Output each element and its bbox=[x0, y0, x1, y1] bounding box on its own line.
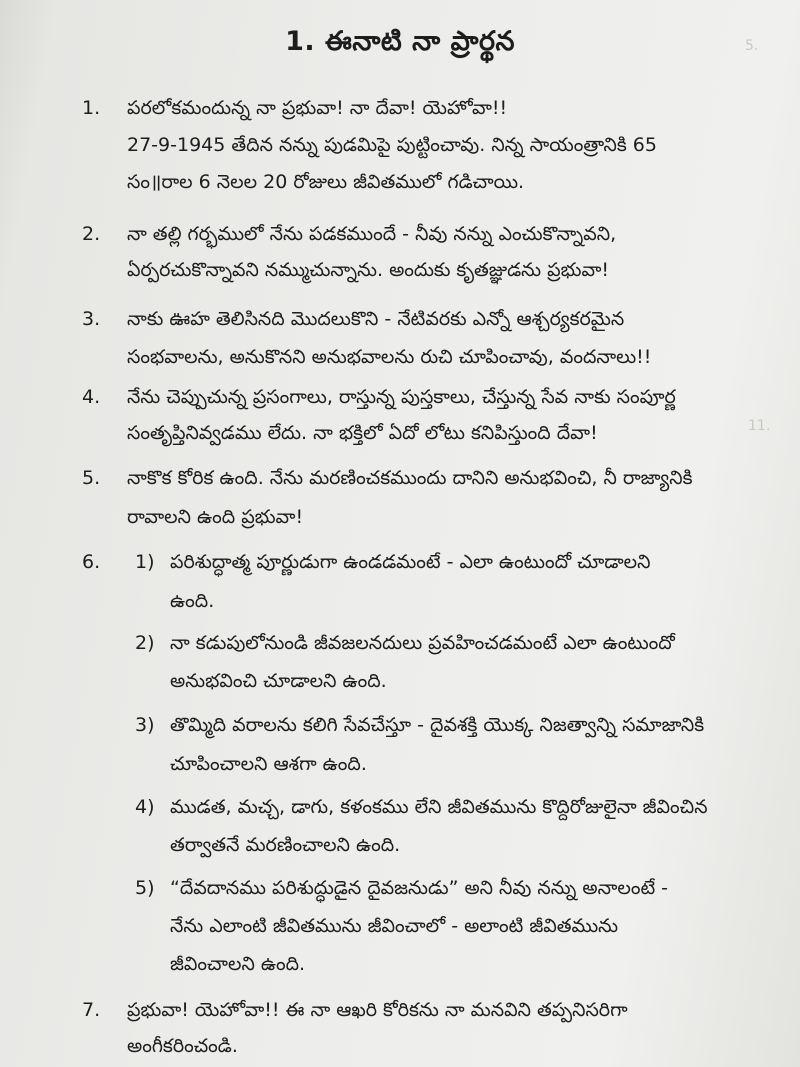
item-number: 2. bbox=[82, 223, 101, 245]
item-number: 3. bbox=[82, 308, 101, 330]
item-number: 7. bbox=[82, 999, 101, 1021]
subitem-text-line: అనుభవించి చూడాలని ఉంది. bbox=[170, 670, 387, 692]
item-number: 4. bbox=[82, 386, 101, 408]
subitem-text-line: తర్వాతనే మరణించాలని ఉంది. bbox=[170, 834, 401, 856]
subitem-number: 2) bbox=[135, 632, 155, 654]
item-text-line: రావాలని ఉంది ప్రభువా! bbox=[127, 506, 304, 528]
item-text-line: నా తల్లి గర్భములో నేను పడకముందే - నీవు నన్ను ఎంచుకొన్నావని, bbox=[127, 223, 617, 245]
subitem-text-line: నేను ఎలాంటి జీవితమును జీవించాలో - అలాంటి జీవితమును bbox=[170, 915, 619, 937]
subitem-number: 4) bbox=[135, 796, 155, 818]
subitem-text-line: ముడత, మచ్చ, డాగు, కళంకము లేని జీవితమును కొద్దిరోజులైనా జీవించిన bbox=[170, 796, 708, 818]
item-text-line: ప్రభువా! యెహోవా!! ఈ నా ఆఖరి కోరికను నా మనవిని తప్పనిసరిగా bbox=[127, 999, 628, 1021]
item-text-line: నేను చెప్పుచున్న ప్రసంగాలు, రాస్తున్న పుస్తకాలు, చేస్తున్న సేవ నాకు సంపూర్ణ bbox=[127, 386, 676, 408]
item-text-line: సం॥రాల 6 నెలల 20 రోజులు జీవితములో గడిచాయి. bbox=[127, 171, 525, 193]
item-text-line: నాకు ఊహ తెలిసినది మొదలుకొని - నేటివరకు ఎన్నో ఆశ్చర్యకరమైన bbox=[127, 308, 625, 330]
bleed-through-mark: 5. bbox=[745, 38, 759, 54]
subitem-text-line: ఉంది. bbox=[170, 590, 215, 612]
item-number: 5. bbox=[82, 467, 101, 489]
bleed-through-mark: 11. bbox=[748, 418, 771, 434]
subitem-number: 1) bbox=[135, 551, 155, 573]
item-text-line: సంతృప్తినివ్వడము లేదు. నా భక్తిలో ఏదో లోటు కనిపిస్తుంది దేవా! bbox=[127, 422, 598, 444]
item-text-line: ఏర్పరచుకొన్నావని నమ్ముచున్నాను. అందుకు కృతజ్ఞుడను ప్రభువా! bbox=[127, 259, 609, 281]
subitem-number: 5) bbox=[135, 877, 155, 899]
subitem-text-line: జీవించాలని ఉంది. bbox=[170, 953, 306, 975]
subitem-text-line: నా కడుపులోనుండి జీవజలనదులు ప్రవహించడమంటే ఎలా ఉంటుందో bbox=[170, 632, 675, 654]
item-number: 6. bbox=[82, 551, 101, 573]
item-text-line: సంభవాలను, అనుకొనని అనుభవాలను రుచి చూపించావు, వందనాలు!! bbox=[127, 346, 652, 368]
subitem-text-line: తొమ్మిది వరాలను కలిగి సేవచేస్తూ - దైవశక్తి యొక్క నిజత్వాన్ని సమాజానికి bbox=[170, 714, 705, 736]
item-text-line: పరలోకమందున్న నా ప్రభువా! నా దేవా! యెహోవా!! bbox=[127, 97, 508, 119]
subitem-text-line: “దేవదానము పరిశుద్ధుడైన దైవజనుడు” అని నీవు నన్ను అనాలంటే - bbox=[170, 877, 669, 899]
page-title: 1. ఈనాటి నా ప్రార్థన bbox=[285, 26, 515, 57]
subitem-number: 3) bbox=[135, 714, 155, 736]
subitem-text-line: పరిశుద్ధాత్మ పూర్ణుడుగా ఉండడమంటే - ఎలా ఉంటుందో చూడాలని bbox=[170, 551, 651, 573]
subitem-text-line: చూపించాలని ఆశగా ఉంది. bbox=[170, 753, 367, 775]
item-text-line: నాకొక కోరిక ఉంది. నేను మరణించకముందు దానిని అనుభవించి, నీ రాజ్యానికి bbox=[127, 467, 693, 489]
item-text-line: 27-9-1945 తేదిన నన్ను పుడమిపై పుట్టించావు. నిన్న సాయంత్రానికి 65 bbox=[127, 134, 657, 156]
item-text-line: అంగీకరించండి. bbox=[127, 1035, 238, 1057]
item-number: 1. bbox=[82, 97, 101, 119]
